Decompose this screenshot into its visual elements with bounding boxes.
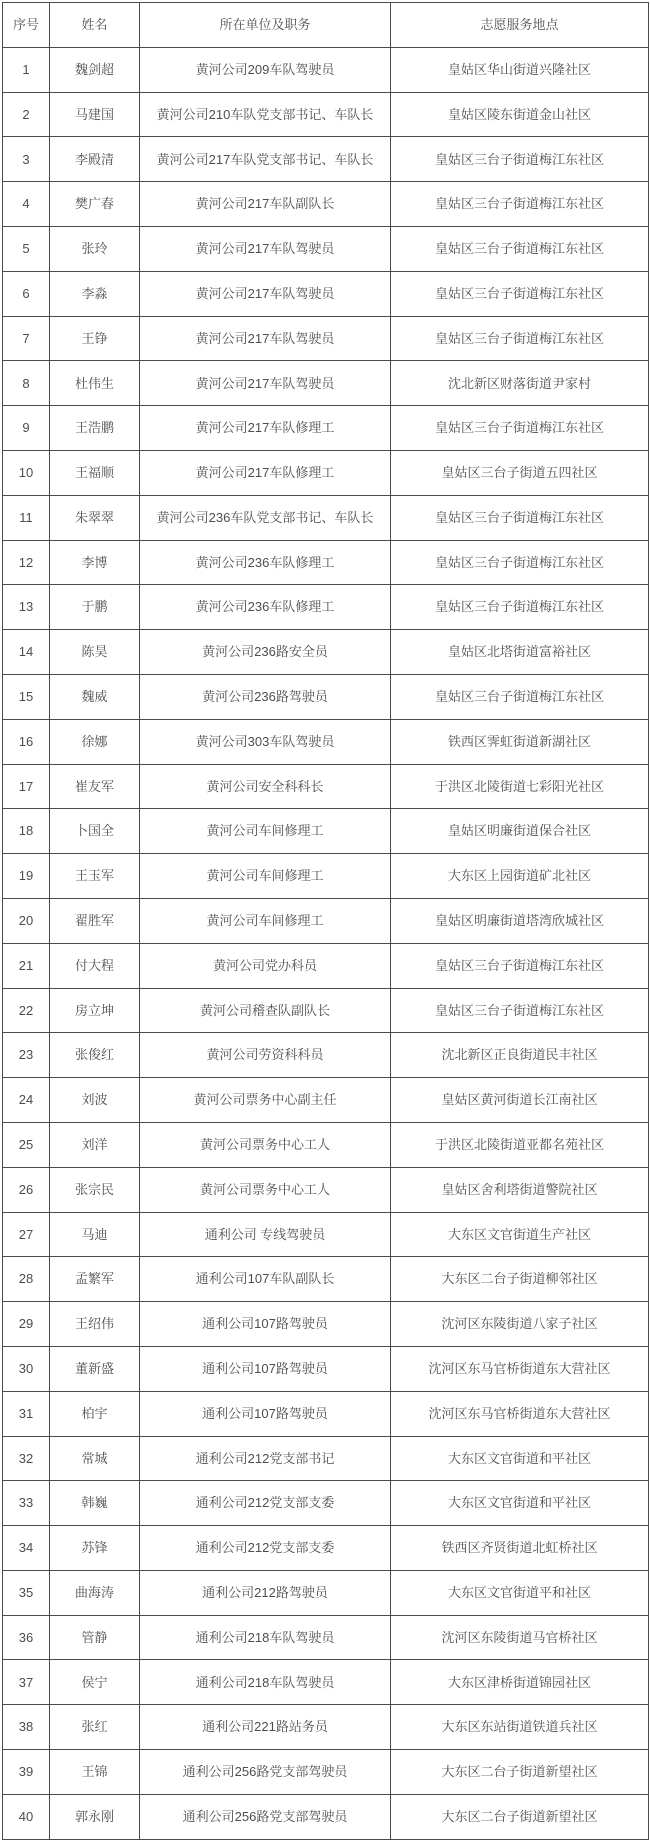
cell-service-location: 大东区东站街道铁道兵社区 bbox=[391, 1705, 649, 1750]
cell-service-location: 沈河区东陵街道马官桥社区 bbox=[391, 1615, 649, 1660]
cell-name: 杜伟生 bbox=[50, 361, 140, 406]
cell-name: 郭永刚 bbox=[50, 1794, 140, 1839]
cell-service-location: 皇姑区明廉街道塔湾欣城社区 bbox=[391, 898, 649, 943]
cell-name: 房立坤 bbox=[50, 988, 140, 1033]
cell-unit-and-position: 黄河公司车间修理工 bbox=[140, 898, 391, 943]
cell-serial-number: 10 bbox=[3, 450, 50, 495]
table-row bbox=[3, 585, 649, 630]
cell-name: 魏威 bbox=[50, 674, 140, 719]
cell-name: 孟繁军 bbox=[50, 1257, 140, 1302]
cell-serial-number: 29 bbox=[3, 1302, 50, 1347]
cell-unit-and-position: 黄河公司217车队驾驶员 bbox=[140, 226, 391, 271]
cell-name: 马建国 bbox=[50, 92, 140, 137]
cell-unit-and-position: 黄河公司217车队党支部书记、车队长 bbox=[140, 137, 391, 182]
cell-unit-and-position: 通利公司 专线驾驶员 bbox=[140, 1212, 391, 1257]
table-row bbox=[3, 1750, 649, 1795]
cell-service-location: 皇姑区三台子街道梅江东社区 bbox=[391, 540, 649, 585]
cell-name: 朱翠翠 bbox=[50, 495, 140, 540]
cell-name: 翟胜军 bbox=[50, 898, 140, 943]
cell-name: 李淼 bbox=[50, 271, 140, 316]
table-row bbox=[3, 1660, 649, 1705]
column-header-location: 志愿服务地点 bbox=[391, 3, 649, 48]
table-row bbox=[3, 1526, 649, 1571]
table-row bbox=[3, 630, 649, 675]
cell-service-location: 沈河区东陵街道八家子社区 bbox=[391, 1302, 649, 1347]
cell-name: 李殿清 bbox=[50, 137, 140, 182]
cell-unit-and-position: 黄河公司209车队驾驶员 bbox=[140, 47, 391, 92]
cell-unit-and-position: 通利公司212路驾驶员 bbox=[140, 1570, 391, 1615]
table-row bbox=[3, 1436, 649, 1481]
cell-service-location: 皇姑区三台子街道梅江东社区 bbox=[391, 674, 649, 719]
table-row bbox=[3, 540, 649, 585]
table-row bbox=[3, 1481, 649, 1526]
cell-service-location: 皇姑区北塔街道富裕社区 bbox=[391, 630, 649, 675]
cell-name: 韩巍 bbox=[50, 1481, 140, 1526]
cell-serial-number: 33 bbox=[3, 1481, 50, 1526]
cell-service-location: 皇姑区黄河街道长江南社区 bbox=[391, 1078, 649, 1123]
cell-name: 张玲 bbox=[50, 226, 140, 271]
cell-service-location: 大东区文官街道生产社区 bbox=[391, 1212, 649, 1257]
cell-serial-number: 11 bbox=[3, 495, 50, 540]
table-row bbox=[3, 1391, 649, 1436]
table-row bbox=[3, 226, 649, 271]
cell-unit-and-position: 黄河公司稽查队副队长 bbox=[140, 988, 391, 1033]
cell-serial-number: 28 bbox=[3, 1257, 50, 1302]
table-row bbox=[3, 1615, 649, 1660]
cell-name: 刘洋 bbox=[50, 1122, 140, 1167]
cell-name: 刘波 bbox=[50, 1078, 140, 1123]
cell-unit-and-position: 黄河公司303车队驾驶员 bbox=[140, 719, 391, 764]
cell-serial-number: 30 bbox=[3, 1346, 50, 1391]
cell-service-location: 大东区二台子街道新望社区 bbox=[391, 1794, 649, 1839]
cell-name: 曲海涛 bbox=[50, 1570, 140, 1615]
cell-service-location: 大东区文官街道和平社区 bbox=[391, 1481, 649, 1526]
cell-unit-and-position: 黄河公司236车队修理工 bbox=[140, 540, 391, 585]
cell-serial-number: 27 bbox=[3, 1212, 50, 1257]
cell-serial-number: 24 bbox=[3, 1078, 50, 1123]
cell-name: 徐娜 bbox=[50, 719, 140, 764]
cell-serial-number: 5 bbox=[3, 226, 50, 271]
cell-serial-number: 20 bbox=[3, 898, 50, 943]
table-row bbox=[3, 1078, 649, 1123]
cell-serial-number: 1 bbox=[3, 47, 50, 92]
cell-service-location: 皇姑区三台子街道梅江东社区 bbox=[391, 271, 649, 316]
table-header bbox=[3, 3, 649, 48]
cell-service-location: 大东区上园街道矿北社区 bbox=[391, 854, 649, 899]
column-header-unit: 所在单位及职务 bbox=[140, 3, 391, 48]
cell-name: 付大程 bbox=[50, 943, 140, 988]
cell-name: 李博 bbox=[50, 540, 140, 585]
cell-unit-and-position: 黄河公司236车队修理工 bbox=[140, 585, 391, 630]
cell-serial-number: 38 bbox=[3, 1705, 50, 1750]
table-row bbox=[3, 943, 649, 988]
cell-unit-and-position: 黄河公司劳资科科员 bbox=[140, 1033, 391, 1078]
cell-name: 王铮 bbox=[50, 316, 140, 361]
cell-service-location: 皇姑区舍利塔街道警院社区 bbox=[391, 1167, 649, 1212]
cell-service-location: 铁西区齐贤街道北虹桥社区 bbox=[391, 1526, 649, 1571]
cell-name: 管静 bbox=[50, 1615, 140, 1660]
cell-unit-and-position: 黄河公司217车队修理工 bbox=[140, 450, 391, 495]
cell-unit-and-position: 黄河公司安全科科长 bbox=[140, 764, 391, 809]
table-row bbox=[3, 1570, 649, 1615]
table-row bbox=[3, 137, 649, 182]
cell-serial-number: 4 bbox=[3, 182, 50, 227]
table-row bbox=[3, 1302, 649, 1347]
cell-name: 崔友军 bbox=[50, 764, 140, 809]
cell-service-location: 皇姑区三台子街道梅江东社区 bbox=[391, 943, 649, 988]
table-row bbox=[3, 1167, 649, 1212]
cell-serial-number: 15 bbox=[3, 674, 50, 719]
cell-name: 王玉军 bbox=[50, 854, 140, 899]
cell-service-location: 皇姑区三台子街道梅江东社区 bbox=[391, 182, 649, 227]
column-header-name: 姓名 bbox=[50, 3, 140, 48]
cell-service-location: 皇姑区三台子街道五四社区 bbox=[391, 450, 649, 495]
cell-unit-and-position: 黄河公司党办科员 bbox=[140, 943, 391, 988]
cell-unit-and-position: 通利公司107路驾驶员 bbox=[140, 1346, 391, 1391]
cell-unit-and-position: 黄河公司217车队修理工 bbox=[140, 406, 391, 451]
cell-service-location: 皇姑区三台子街道梅江东社区 bbox=[391, 585, 649, 630]
table-row bbox=[3, 92, 649, 137]
cell-name: 苏锋 bbox=[50, 1526, 140, 1571]
table-body bbox=[3, 47, 649, 1839]
cell-serial-number: 14 bbox=[3, 630, 50, 675]
cell-serial-number: 23 bbox=[3, 1033, 50, 1078]
cell-unit-and-position: 通利公司212党支部支委 bbox=[140, 1526, 391, 1571]
cell-name: 张俊红 bbox=[50, 1033, 140, 1078]
table-row bbox=[3, 988, 649, 1033]
table-row bbox=[3, 495, 649, 540]
cell-serial-number: 31 bbox=[3, 1391, 50, 1436]
cell-service-location: 皇姑区华山街道兴隆社区 bbox=[391, 47, 649, 92]
cell-name: 张红 bbox=[50, 1705, 140, 1750]
cell-name: 樊广春 bbox=[50, 182, 140, 227]
cell-unit-and-position: 通利公司221路站务员 bbox=[140, 1705, 391, 1750]
table-row bbox=[3, 1033, 649, 1078]
table-row bbox=[3, 1257, 649, 1302]
table-row bbox=[3, 719, 649, 764]
cell-name: 董新盛 bbox=[50, 1346, 140, 1391]
cell-serial-number: 34 bbox=[3, 1526, 50, 1571]
cell-unit-and-position: 黄河公司236路安全员 bbox=[140, 630, 391, 675]
table-row bbox=[3, 674, 649, 719]
cell-serial-number: 36 bbox=[3, 1615, 50, 1660]
cell-name: 马迪 bbox=[50, 1212, 140, 1257]
cell-serial-number: 35 bbox=[3, 1570, 50, 1615]
cell-service-location: 沈北新区财落街道尹家村 bbox=[391, 361, 649, 406]
cell-serial-number: 13 bbox=[3, 585, 50, 630]
cell-service-location: 大东区文官街道平和社区 bbox=[391, 1570, 649, 1615]
table-row bbox=[3, 1346, 649, 1391]
cell-unit-and-position: 黄河公司217车队副队长 bbox=[140, 182, 391, 227]
table-row bbox=[3, 316, 649, 361]
cell-serial-number: 39 bbox=[3, 1750, 50, 1795]
cell-unit-and-position: 通利公司212党支部支委 bbox=[140, 1481, 391, 1526]
table-row bbox=[3, 1212, 649, 1257]
cell-name: 柏宇 bbox=[50, 1391, 140, 1436]
cell-name: 常城 bbox=[50, 1436, 140, 1481]
cell-service-location: 大东区津桥街道锦园社区 bbox=[391, 1660, 649, 1705]
cell-service-location: 于洪区北陵街道亚都名苑社区 bbox=[391, 1122, 649, 1167]
cell-service-location: 沈河区东马官桥街道东大营社区 bbox=[391, 1346, 649, 1391]
cell-service-location: 皇姑区三台子街道梅江东社区 bbox=[391, 406, 649, 451]
volunteer-roster-table bbox=[2, 2, 649, 1840]
cell-unit-and-position: 通利公司218车队驾驶员 bbox=[140, 1615, 391, 1660]
cell-serial-number: 6 bbox=[3, 271, 50, 316]
cell-serial-number: 7 bbox=[3, 316, 50, 361]
table-row bbox=[3, 854, 649, 899]
cell-unit-and-position: 黄河公司236路驾驶员 bbox=[140, 674, 391, 719]
cell-unit-and-position: 黄河公司217车队驾驶员 bbox=[140, 361, 391, 406]
cell-name: 王浩鹏 bbox=[50, 406, 140, 451]
cell-unit-and-position: 黄河公司217车队驾驶员 bbox=[140, 316, 391, 361]
cell-name: 陈昊 bbox=[50, 630, 140, 675]
cell-unit-and-position: 通利公司212党支部书记 bbox=[140, 1436, 391, 1481]
cell-serial-number: 12 bbox=[3, 540, 50, 585]
table-row bbox=[3, 809, 649, 854]
cell-unit-and-position: 通利公司256路党支部驾驶员 bbox=[140, 1794, 391, 1839]
cell-service-location: 沈河区东马官桥街道东大营社区 bbox=[391, 1391, 649, 1436]
table-row bbox=[3, 764, 649, 809]
cell-name: 王福顺 bbox=[50, 450, 140, 495]
cell-service-location: 大东区二台子街道柳邻社区 bbox=[391, 1257, 649, 1302]
cell-serial-number: 8 bbox=[3, 361, 50, 406]
cell-serial-number: 2 bbox=[3, 92, 50, 137]
cell-name: 于鹏 bbox=[50, 585, 140, 630]
table-row bbox=[3, 1794, 649, 1839]
cell-name: 张宗民 bbox=[50, 1167, 140, 1212]
cell-serial-number: 37 bbox=[3, 1660, 50, 1705]
cell-service-location: 铁西区霁虹街道新湖社区 bbox=[391, 719, 649, 764]
cell-serial-number: 17 bbox=[3, 764, 50, 809]
cell-unit-and-position: 黄河公司车间修理工 bbox=[140, 809, 391, 854]
cell-unit-and-position: 黄河公司236车队党支部书记、车队长 bbox=[140, 495, 391, 540]
cell-unit-and-position: 通利公司256路党支部驾驶员 bbox=[140, 1750, 391, 1795]
cell-unit-and-position: 黄河公司217车队驾驶员 bbox=[140, 271, 391, 316]
cell-serial-number: 9 bbox=[3, 406, 50, 451]
cell-unit-and-position: 黄河公司票务中心工人 bbox=[140, 1122, 391, 1167]
cell-serial-number: 3 bbox=[3, 137, 50, 182]
cell-service-location: 皇姑区三台子街道梅江东社区 bbox=[391, 226, 649, 271]
cell-unit-and-position: 通利公司218车队驾驶员 bbox=[140, 1660, 391, 1705]
table-row bbox=[3, 898, 649, 943]
column-header-no: 序号 bbox=[3, 3, 50, 48]
table-row bbox=[3, 47, 649, 92]
cell-name: 王锦 bbox=[50, 1750, 140, 1795]
cell-name: 侯宁 bbox=[50, 1660, 140, 1705]
table-row bbox=[3, 1122, 649, 1167]
cell-serial-number: 19 bbox=[3, 854, 50, 899]
cell-unit-and-position: 黄河公司票务中心副主任 bbox=[140, 1078, 391, 1123]
cell-serial-number: 40 bbox=[3, 1794, 50, 1839]
cell-serial-number: 26 bbox=[3, 1167, 50, 1212]
cell-unit-and-position: 黄河公司车间修理工 bbox=[140, 854, 391, 899]
cell-service-location: 沈北新区正良街道民丰社区 bbox=[391, 1033, 649, 1078]
cell-unit-and-position: 黄河公司票务中心工人 bbox=[140, 1167, 391, 1212]
cell-service-location: 于洪区北陵街道七彩阳光社区 bbox=[391, 764, 649, 809]
cell-service-location: 大东区二台子街道新望社区 bbox=[391, 1750, 649, 1795]
cell-name: 王绍伟 bbox=[50, 1302, 140, 1347]
cell-service-location: 大东区文官街道和平社区 bbox=[391, 1436, 649, 1481]
cell-service-location: 皇姑区三台子街道梅江东社区 bbox=[391, 316, 649, 361]
cell-serial-number: 16 bbox=[3, 719, 50, 764]
cell-service-location: 皇姑区陵东街道金山社区 bbox=[391, 92, 649, 137]
cell-service-location: 皇姑区明廉街道保合社区 bbox=[391, 809, 649, 854]
cell-name: 魏剑超 bbox=[50, 47, 140, 92]
cell-serial-number: 21 bbox=[3, 943, 50, 988]
header-row bbox=[3, 3, 649, 48]
table-row bbox=[3, 406, 649, 451]
cell-service-location: 皇姑区三台子街道梅江东社区 bbox=[391, 137, 649, 182]
cell-serial-number: 32 bbox=[3, 1436, 50, 1481]
cell-service-location: 皇姑区三台子街道梅江东社区 bbox=[391, 495, 649, 540]
table-row bbox=[3, 450, 649, 495]
table-row bbox=[3, 361, 649, 406]
cell-unit-and-position: 通利公司107路驾驶员 bbox=[140, 1391, 391, 1436]
cell-name: 卜国全 bbox=[50, 809, 140, 854]
cell-serial-number: 18 bbox=[3, 809, 50, 854]
cell-serial-number: 22 bbox=[3, 988, 50, 1033]
cell-unit-and-position: 通利公司107车队副队长 bbox=[140, 1257, 391, 1302]
table-row bbox=[3, 1705, 649, 1750]
cell-service-location: 皇姑区三台子街道梅江东社区 bbox=[391, 988, 649, 1033]
table-row bbox=[3, 271, 649, 316]
table-row bbox=[3, 182, 649, 227]
cell-serial-number: 25 bbox=[3, 1122, 50, 1167]
cell-unit-and-position: 通利公司107路驾驶员 bbox=[140, 1302, 391, 1347]
cell-unit-and-position: 黄河公司210车队党支部书记、车队长 bbox=[140, 92, 391, 137]
